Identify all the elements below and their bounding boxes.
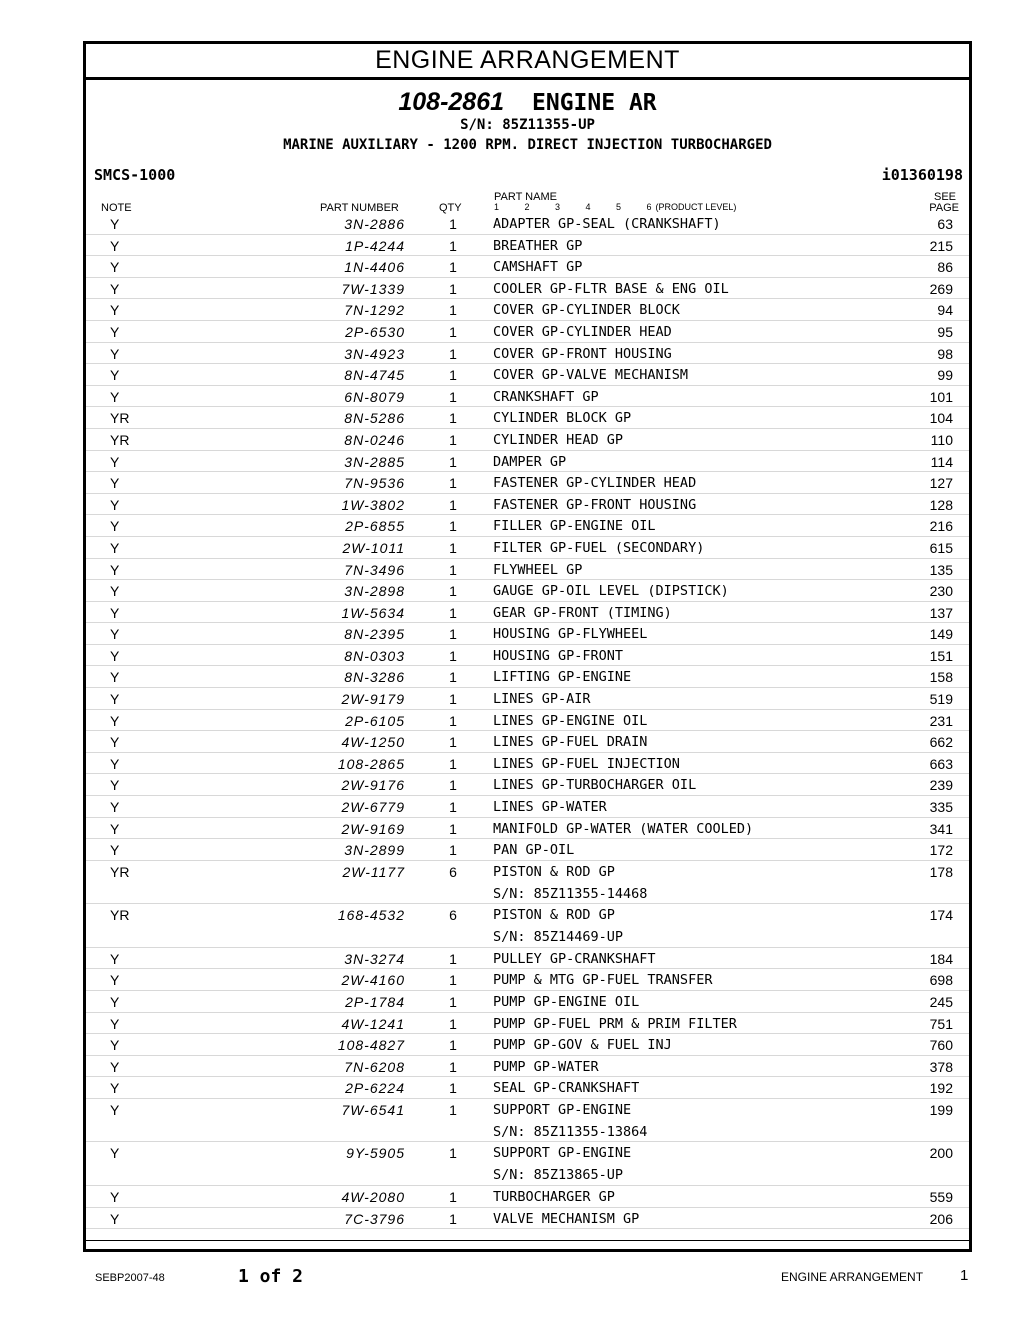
- part-number-cell: 2W-9179: [341, 691, 405, 708]
- note-cell: Y: [110, 1015, 120, 1032]
- part-name-cell: CYLINDER BLOCK GP: [493, 410, 632, 427]
- part-number-cell: 2P-6855: [345, 518, 405, 535]
- table-row: [86, 1099, 969, 1143]
- qty-cell: 1: [449, 1080, 457, 1097]
- part-name-cell: PAN GP-OIL: [493, 842, 575, 859]
- serial-range-note: S/N: 85Z14469-UP: [493, 929, 624, 946]
- note-cell: YR: [110, 410, 130, 427]
- table-row: [86, 429, 969, 451]
- note-cell: Y: [110, 1210, 120, 1227]
- note-cell: Y: [110, 388, 120, 405]
- qty-cell: 1: [449, 950, 457, 967]
- note-cell: Y: [110, 691, 120, 708]
- qty-cell: 1: [449, 691, 457, 708]
- see-page-cell: 104: [929, 410, 953, 427]
- see-page-cell: 137: [929, 604, 953, 621]
- col-qty-header: QTY: [439, 202, 462, 214]
- part-name-cell: LIFTING GP-ENGINE: [493, 669, 632, 686]
- qty-cell: 1: [449, 647, 457, 664]
- footer-section: ENGINE ARRANGEMENT: [781, 1270, 924, 1284]
- part-name-cell: HOUSING GP-FLYWHEEL: [493, 626, 648, 643]
- part-name-cell: PUMP GP-FUEL PRM & PRIM FILTER: [493, 1015, 737, 1032]
- note-cell: Y: [110, 561, 120, 578]
- group-heading: [86, 88, 969, 117]
- part-name-cell: LINES GP-WATER: [493, 799, 607, 816]
- table-row: [86, 213, 969, 235]
- part-name-cell: BREATHER GP: [493, 237, 583, 254]
- note-cell: Y: [110, 1101, 120, 1118]
- qty-cell: 1: [449, 345, 457, 362]
- part-name-cell: DAMPER GP: [493, 453, 567, 470]
- see-page-cell: 114: [930, 453, 953, 470]
- part-name-cell: PUMP GP-WATER: [493, 1058, 599, 1075]
- note-cell: Y: [110, 950, 120, 967]
- table-row: [86, 623, 969, 645]
- serial-number-range: S/N: 85Z11355-UP: [460, 117, 595, 133]
- qty-cell: 1: [449, 1101, 457, 1118]
- note-cell: Y: [110, 755, 120, 772]
- table-row: [86, 948, 969, 970]
- table-row: [86, 1077, 969, 1099]
- part-name-cell: LINES GP-FUEL DRAIN: [493, 734, 648, 751]
- table-row: [86, 731, 969, 753]
- table-row: [86, 299, 969, 321]
- group-part-number: 108-2861: [398, 88, 505, 116]
- part-name-cell: ADAPTER GP-SEAL (CRANKSHAFT): [493, 216, 721, 232]
- part-number-cell: 7N-9536: [344, 475, 405, 492]
- part-name-cell: PISTON & ROD GP: [493, 863, 615, 880]
- table-row: [86, 839, 969, 861]
- part-name-cell: SEAL GP-CRANKSHAFT: [493, 1080, 640, 1097]
- footer-page-number: 1: [960, 1267, 969, 1284]
- part-name-cell: COVER GP-FRONT HOUSING: [493, 345, 672, 362]
- part-name-cell: FLYWHEEL GP: [493, 561, 583, 578]
- qty-cell: 6: [449, 907, 457, 924]
- product-level-numbers: 1 2 3 4 5 6: [494, 202, 652, 212]
- serial-range-note: S/N: 85Z13865-UP: [493, 1167, 624, 1184]
- qty-cell: 1: [449, 431, 457, 448]
- part-name-cell: HOUSING GP-FRONT: [493, 647, 624, 664]
- part-number-cell: 8N-5286: [344, 410, 405, 427]
- table-row: [86, 386, 969, 408]
- note-cell: Y: [110, 712, 120, 729]
- qty-cell: 1: [449, 496, 457, 513]
- part-name-cell: COOLER GP-FLTR BASE & ENG OIL: [493, 280, 729, 297]
- qty-cell: 1: [449, 1015, 457, 1032]
- qty-cell: 1: [449, 302, 457, 319]
- see-page-cell: 216: [929, 518, 953, 535]
- part-name-cell: PUMP & MTG GP-FUEL TRANSFER: [493, 972, 713, 989]
- see-page-cell: 98: [937, 345, 953, 362]
- part-number-cell: 2W-6779: [341, 799, 405, 816]
- note-cell: YR: [110, 863, 130, 880]
- note-cell: Y: [110, 237, 120, 254]
- part-name-cell: PUMP GP-GOV & FUEL INJ: [493, 1037, 672, 1054]
- see-page-cell: 135: [929, 561, 953, 578]
- part-number-cell: 3N-4923: [344, 345, 405, 362]
- part-name-cell: FASTENER GP-CYLINDER HEAD: [493, 475, 697, 492]
- part-number-cell: 2W-9169: [341, 820, 405, 837]
- parts-table: [86, 213, 969, 1229]
- qty-cell: 1: [449, 1210, 457, 1227]
- table-row: [86, 796, 969, 818]
- table-row: [86, 1142, 969, 1186]
- see-page-cell: 378: [929, 1058, 953, 1075]
- note-cell: Y: [110, 323, 120, 340]
- table-row: [86, 774, 969, 796]
- table-row: [86, 321, 969, 343]
- bottom-rule: [86, 1240, 969, 1241]
- qty-cell: 1: [449, 280, 457, 297]
- see-page-cell: 158: [929, 669, 953, 686]
- see-page-cell: 184: [929, 950, 953, 967]
- note-cell: Y: [110, 583, 120, 600]
- part-number-cell: 1N-4406: [344, 259, 405, 276]
- part-name-cell: PUMP GP-ENGINE OIL: [493, 994, 640, 1010]
- note-cell: Y: [110, 626, 120, 643]
- col-part-name-header: PART NAME: [494, 191, 557, 203]
- note-cell: Y: [110, 820, 120, 837]
- see-page-cell: 760: [929, 1037, 953, 1054]
- qty-cell: 1: [449, 539, 457, 556]
- table-row: [86, 580, 969, 602]
- see-page-cell: 178: [929, 863, 953, 880]
- part-number-cell: 7N-1292: [344, 302, 405, 319]
- part-number-cell: 1W-3802: [341, 496, 405, 513]
- part-number-cell: 2W-9176: [341, 777, 405, 794]
- table-row: [86, 688, 969, 710]
- part-name-cell: PULLEY GP-CRANKSHAFT: [493, 950, 656, 967]
- table-row: [86, 753, 969, 775]
- part-number-cell: 7W-6541: [341, 1101, 405, 1118]
- table-row: [86, 494, 969, 516]
- table-row: [86, 472, 969, 494]
- part-number-cell: 8N-3286: [344, 669, 405, 686]
- qty-cell: 1: [449, 583, 457, 600]
- part-name-cell: GAUGE GP-OIL LEVEL (DIPSTICK): [493, 583, 729, 600]
- part-number-cell: 4W-2080: [341, 1188, 405, 1205]
- table-row: [86, 256, 969, 278]
- table-row: [86, 537, 969, 559]
- group-description: MARINE AUXILIARY - 1200 RPM. DIRECT INJECTION TURBOCHARGED: [283, 137, 772, 153]
- table-row: [86, 1056, 969, 1078]
- smcs-code: SMCS-1000: [94, 166, 176, 184]
- note-cell: Y: [110, 453, 120, 470]
- part-number-cell: 3N-2899: [344, 842, 405, 859]
- note-cell: Y: [110, 302, 120, 319]
- part-number-cell: 7C-3796: [344, 1210, 405, 1227]
- note-cell: Y: [110, 777, 120, 794]
- see-page-cell: 231: [929, 712, 953, 729]
- note-cell: Y: [110, 799, 120, 816]
- see-page-cell: 63: [937, 216, 953, 232]
- see-page-cell: 245: [929, 994, 953, 1010]
- see-page-cell: 269: [929, 280, 953, 297]
- part-name-cell: FILTER GP-FUEL (SECONDARY): [493, 539, 705, 556]
- see-page-cell: 110: [930, 431, 953, 448]
- table-row: [86, 904, 969, 948]
- table-row: [86, 343, 969, 365]
- part-name-cell: CYLINDER HEAD GP: [493, 431, 624, 448]
- part-number-cell: 7N-3496: [344, 561, 405, 578]
- part-name-cell: CRANKSHAFT GP: [493, 388, 599, 405]
- table-row: [86, 515, 969, 537]
- part-name-cell: COVER GP-CYLINDER HEAD: [493, 323, 672, 340]
- section-title: ENGINE ARRANGEMENT: [86, 44, 969, 80]
- qty-cell: 1: [449, 216, 457, 232]
- table-row: [86, 1208, 969, 1230]
- part-number-cell: 8N-0246: [344, 431, 405, 448]
- see-page-cell: 86: [937, 259, 953, 276]
- qty-cell: 1: [449, 1037, 457, 1054]
- note-cell: Y: [110, 367, 120, 384]
- part-name-cell: FASTENER GP-FRONT HOUSING: [493, 496, 697, 513]
- qty-cell: 1: [449, 626, 457, 643]
- note-cell: Y: [110, 496, 120, 513]
- part-number-cell: 108-2865: [337, 755, 405, 772]
- table-row: [86, 278, 969, 300]
- part-number-cell: 4W-1241: [341, 1015, 405, 1032]
- part-name-cell: LINES GP-TURBOCHARGER OIL: [493, 777, 697, 794]
- part-name-cell: LINES GP-ENGINE OIL: [493, 712, 648, 729]
- group-name: ENGINE AR: [532, 90, 657, 116]
- table-row: [86, 602, 969, 624]
- part-name-cell: CAMSHAFT GP: [493, 259, 583, 276]
- part-name-cell: LINES GP-FUEL INJECTION: [493, 755, 680, 772]
- see-page-cell: 101: [929, 388, 953, 405]
- part-number-cell: 8N-2395: [344, 626, 405, 643]
- col-see-header: SEE: [933, 191, 956, 203]
- serial-range-note: S/N: 85Z11355-13864: [493, 1123, 648, 1140]
- note-cell: Y: [110, 972, 120, 989]
- part-name-cell: MANIFOLD GP-WATER (WATER COOLED): [493, 820, 754, 837]
- part-number-cell: 2W-1177: [342, 863, 405, 880]
- see-page-cell: 99: [937, 367, 953, 384]
- part-name-cell: TURBOCHARGER GP: [493, 1188, 615, 1205]
- qty-cell: 1: [449, 820, 457, 837]
- see-page-cell: 341: [929, 820, 953, 837]
- see-page-cell: 94: [937, 302, 953, 319]
- table-row: [86, 666, 969, 688]
- qty-cell: 1: [449, 367, 457, 384]
- part-name-cell: COVER GP-VALVE MECHANISM: [493, 367, 689, 384]
- note-cell: Y: [110, 518, 120, 535]
- qty-cell: 1: [449, 799, 457, 816]
- part-number-cell: 8N-0303: [344, 647, 405, 664]
- part-number-cell: 7W-1339: [341, 280, 405, 297]
- footer-doc-id: SEBP2007-48: [95, 1272, 165, 1284]
- see-page-cell: 149: [929, 626, 953, 643]
- part-number-cell: 168-4532: [337, 907, 405, 924]
- note-cell: Y: [110, 539, 120, 556]
- part-number-cell: 3N-2886: [344, 216, 405, 232]
- part-name-cell: PISTON & ROD GP: [493, 907, 615, 924]
- note-cell: Y: [110, 604, 120, 621]
- table-row: [86, 861, 969, 905]
- qty-cell: 1: [449, 518, 457, 535]
- product-level-header: [494, 202, 736, 212]
- part-number-cell: 9Y-5905: [346, 1145, 405, 1162]
- note-cell: YR: [110, 431, 130, 448]
- qty-cell: 1: [449, 475, 457, 492]
- note-cell: Y: [110, 1080, 120, 1097]
- serial-range-note: S/N: 85Z11355-14468: [493, 885, 648, 902]
- part-name-cell: GEAR GP-FRONT (TIMING): [493, 604, 672, 621]
- qty-cell: 1: [449, 994, 457, 1010]
- see-page-cell: 151: [929, 647, 953, 664]
- see-page-cell: 519: [929, 691, 953, 708]
- note-cell: Y: [110, 1145, 120, 1162]
- see-page-cell: 174: [929, 907, 953, 924]
- note-cell: Y: [110, 734, 120, 751]
- part-number-cell: 1P-4244: [345, 237, 405, 254]
- qty-cell: 1: [449, 388, 457, 405]
- part-number-cell: 2W-4160: [341, 972, 405, 989]
- qty-cell: 1: [449, 237, 457, 254]
- see-page-cell: 751: [929, 1015, 953, 1032]
- parts-list-frame: [83, 41, 972, 1252]
- see-page-cell: 615: [929, 539, 953, 556]
- note-cell: Y: [110, 842, 120, 859]
- part-number-cell: 2P-6105: [345, 712, 405, 729]
- qty-cell: 1: [449, 453, 457, 470]
- part-name-cell: FILLER GP-ENGINE OIL: [493, 518, 656, 535]
- table-row: [86, 645, 969, 667]
- see-page-cell: 663: [929, 755, 953, 772]
- qty-cell: 1: [449, 734, 457, 751]
- table-row: [86, 451, 969, 473]
- see-page-cell: 128: [929, 496, 953, 513]
- col-note-header: NOTE: [101, 202, 132, 214]
- see-page-cell: 199: [929, 1101, 953, 1118]
- part-number-cell: 4W-1250: [341, 734, 405, 751]
- footer-page-count: 1 of 2: [238, 1266, 304, 1287]
- note-cell: Y: [110, 994, 120, 1010]
- part-number-cell: 3N-2885: [344, 453, 405, 470]
- part-name-cell: VALVE MECHANISM GP: [493, 1210, 640, 1227]
- see-page-cell: 559: [929, 1188, 953, 1205]
- note-cell: Y: [110, 669, 120, 686]
- table-row: [86, 1013, 969, 1035]
- qty-cell: 1: [449, 972, 457, 989]
- table-row: [86, 407, 969, 429]
- see-page-cell: 215: [929, 237, 953, 254]
- table-row: [86, 559, 969, 581]
- qty-cell: 1: [449, 669, 457, 686]
- qty-cell: 6: [449, 863, 457, 880]
- note-cell: Y: [110, 1058, 120, 1075]
- table-row: [86, 1186, 969, 1208]
- qty-cell: 1: [449, 1145, 457, 1162]
- qty-cell: 1: [449, 777, 457, 794]
- see-page-cell: 127: [929, 475, 953, 492]
- see-page-cell: 335: [929, 799, 953, 816]
- part-number-cell: 1W-5634: [341, 604, 405, 621]
- part-number-cell: 8N-4745: [344, 367, 405, 384]
- see-page-cell: 698: [929, 972, 953, 989]
- part-number-cell: 3N-3274: [344, 950, 405, 967]
- note-cell: Y: [110, 475, 120, 492]
- part-name-cell: SUPPORT GP-ENGINE: [493, 1145, 632, 1162]
- see-page-cell: 230: [929, 583, 953, 600]
- part-number-cell: 7N-6208: [344, 1058, 405, 1075]
- qty-cell: 1: [449, 410, 457, 427]
- table-row: [86, 235, 969, 257]
- table-row: [86, 969, 969, 991]
- see-page-cell: 172: [929, 842, 953, 859]
- note-cell: Y: [110, 259, 120, 276]
- table-row: [86, 364, 969, 386]
- col-page-header: PAGE: [929, 202, 959, 214]
- part-number-cell: 6N-8079: [344, 388, 405, 405]
- part-number-cell: 2W-1011: [342, 539, 405, 556]
- qty-cell: 1: [449, 755, 457, 772]
- qty-cell: 1: [449, 842, 457, 859]
- part-number-cell: 2P-1784: [345, 994, 405, 1010]
- note-cell: Y: [110, 1037, 120, 1054]
- qty-cell: 1: [449, 1188, 457, 1205]
- part-number-cell: 108-4827: [337, 1037, 405, 1054]
- table-row: [86, 818, 969, 840]
- note-cell: Y: [110, 345, 120, 362]
- note-cell: Y: [110, 1188, 120, 1205]
- qty-cell: 1: [449, 259, 457, 276]
- see-page-cell: 662: [929, 734, 953, 751]
- part-name-cell: LINES GP-AIR: [493, 691, 591, 708]
- see-page-cell: 95: [937, 323, 953, 340]
- note-cell: Y: [110, 280, 120, 297]
- part-number-cell: 2P-6530: [345, 323, 405, 340]
- note-cell: YR: [110, 907, 130, 924]
- see-page-cell: 192: [929, 1080, 953, 1097]
- part-name-cell: SUPPORT GP-ENGINE: [493, 1101, 632, 1118]
- qty-cell: 1: [449, 323, 457, 340]
- part-name-cell: COVER GP-CYLINDER BLOCK: [493, 302, 680, 319]
- table-row: [86, 991, 969, 1013]
- qty-cell: 1: [449, 561, 457, 578]
- product-level-label: (PRODUCT LEVEL): [655, 202, 737, 212]
- note-cell: Y: [110, 647, 120, 664]
- table-row: [86, 710, 969, 732]
- see-page-cell: 206: [929, 1210, 953, 1227]
- see-page-cell: 200: [929, 1145, 953, 1162]
- qty-cell: 1: [449, 604, 457, 621]
- col-part-number-header: PART NUMBER: [320, 202, 399, 214]
- qty-cell: 1: [449, 1058, 457, 1075]
- see-page-cell: 239: [929, 777, 953, 794]
- table-row: [86, 1034, 969, 1056]
- note-cell: Y: [110, 216, 120, 232]
- part-number-cell: 3N-2898: [344, 583, 405, 600]
- part-number-cell: 2P-6224: [345, 1080, 405, 1097]
- qty-cell: 1: [449, 712, 457, 729]
- reference-id: i01360198: [881, 166, 963, 184]
